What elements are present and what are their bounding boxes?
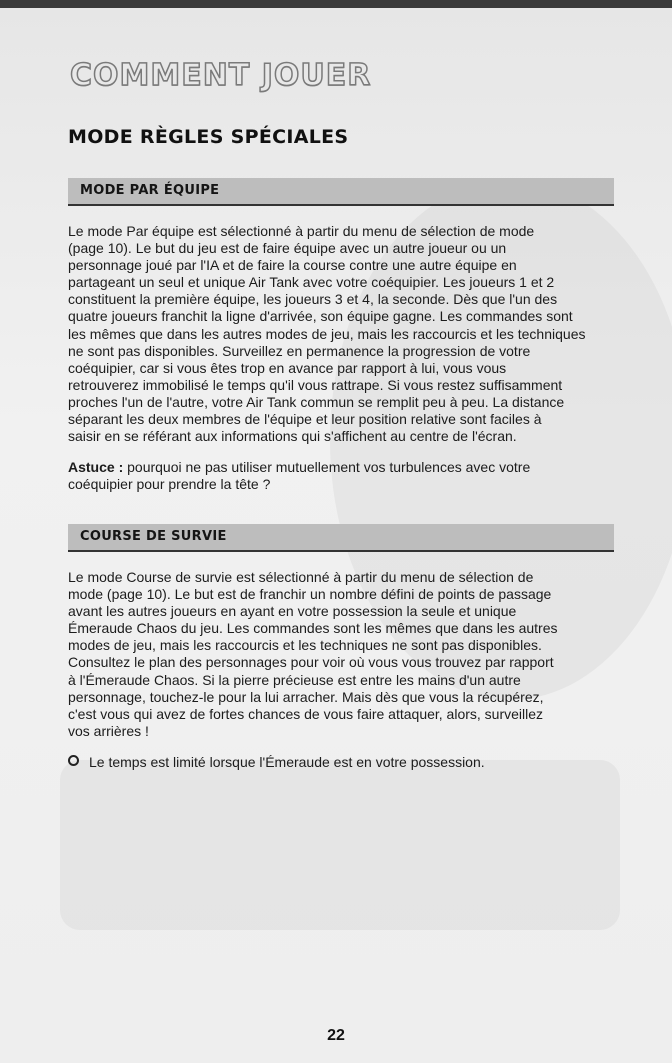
tip-text: pourquoi ne pas utiliser mutuellement vos turbulences avec votre [123,459,531,475]
team-mode-paragraph [68,223,618,445]
survival-mode-heading-bar [68,524,614,552]
paragraph-line: Le mode Course de survie est sélectionné à partir du menu de sélection de [68,569,534,585]
bullet-text: Le temps est limité lorsque l'Émeraude est en votre possession. [89,754,485,770]
paragraph-line: les mêmes que dans les autres modes de jeu, mais les raccourcis et les techniques [68,325,586,342]
paragraph-line: proches l'un de l'autre, votre Air Tank commun se remplit peu à peu. La distance [68,393,565,410]
paragraph-line: quatre joueurs franchit la ligne d'arrivée, son équipe gagne. Les commandes sont [68,308,573,325]
paragraph-line: Consultez le plan des personnages pour voir où vous vous trouvez par rapport [68,654,554,671]
survival-mode-paragraph [68,569,618,740]
paragraph-line: (page 10). Le but du jeu est de faire équipe avec un autre joueur ou un [68,240,507,257]
paragraph-line: retrouverez immobilisé le temps qu'il vous rattrape. Si vous restez suffisamment [68,376,563,393]
paragraph-line: avant les autres joueurs en ayant en votre possession la seule et unique [68,603,517,620]
paragraph-line: constituent la première équipe, les joueurs 3 et 4, la seconde. Dès que l'un des [68,291,558,308]
circle-bullet-icon [68,755,79,766]
section-title: MODE RÈGLES SPÉCIALES [68,126,349,148]
bullet-note [68,754,485,770]
paragraph-line: modes de jeu, mais les raccourcis et les techniques ne sont pas disponibles. [68,637,542,654]
paragraph-line: Émeraude Chaos du jeu. Les commandes sont les mêmes que dans les autres [68,620,558,637]
tip-line: coéquipier pour prendre la tête ? [68,476,271,493]
paragraph-line: à l'Émeraude Chaos. Si la pierre précieuse est entre les mains d'un autre [68,671,521,688]
tip-label: Astuce : [68,459,124,475]
paragraph-line: personnage joué par l'IA et de faire la course contre une autre équipe en [68,257,517,274]
tip-line [68,459,618,476]
paragraph-line: partageant un seul et unique Air Tank avec votre coéquipier. Les joueurs 1 et 2 [68,274,555,291]
team-mode-heading: MODE PAR ÉQUIPE [80,183,220,198]
paragraph-line: séparant les deux membres de l'équipe et leur position relative sont faciles à [68,411,542,428]
paragraph-line: mode (page 10). Le but est de franchir un nombre défini de points de passage [68,586,552,603]
paragraph-line: ne sont pas disponibles. Surveillez en permanence la progression de votre [68,342,531,359]
top-band [0,0,672,8]
paragraph-line: vos arrières ! [68,722,149,739]
survival-mode-heading: COURSE DE SURVIE [80,529,227,544]
page-title: COMMENT JOUER [70,58,372,93]
tip-paragraph [68,459,618,493]
paragraph-line: Le mode Par équipe est sélectionné à partir du menu de sélection de mode [68,223,535,239]
paragraph-line: saisir en se référant aux informations qui s'affichent au centre de l'écran. [68,428,517,445]
page-number: 22 [327,1027,345,1044]
paragraph-line: c'est vous qui avez de fortes chances de vous faire attaquer, alors, surveillez [68,705,544,722]
background-artwork-lower [60,760,620,930]
team-mode-heading-bar [68,178,614,206]
paragraph-line: coéquipier, car si vous êtes trop en avance par rapport à lui, vous vous [68,359,507,376]
paragraph-line: personnage, touchez-le pour la lui arracher. Mais dès que vous la récupérez, [68,688,544,705]
